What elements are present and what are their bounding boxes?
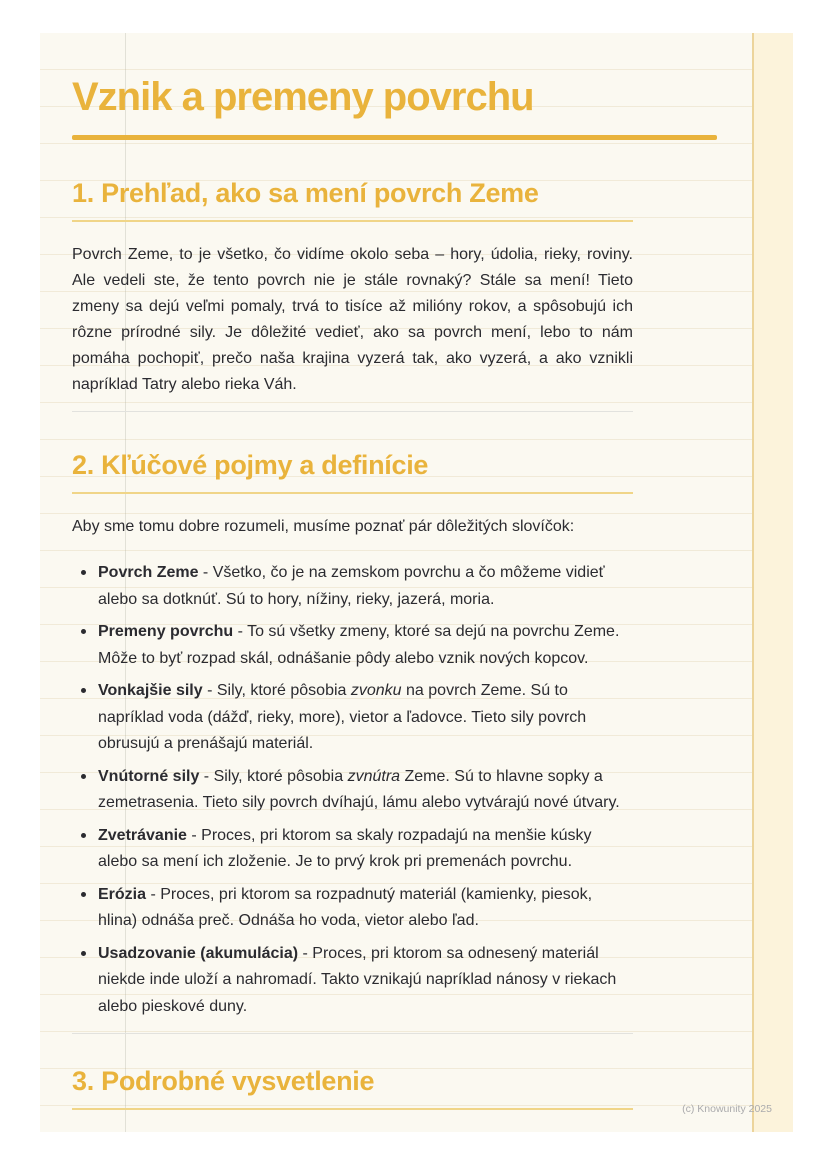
term-text: - Sily, ktoré pôsobia bbox=[199, 767, 348, 785]
overview-paragraph: Povrch Zeme, to je všetko, čo vidíme okolo seba – hory, údolia, rieky, roviny. Ale vedeli ste, že tento povrch nie je stále rovnaký? Stále sa mení! Tieto zmeny sa dejú veľmi pomaly, trvá to tisíce až milióny rokov, a spôsobujú ich rôzne prírodné sily. Je dôležité vedieť, ako sa povrch mení, lebo to nám pomáha pochopiť, prečo naša krajina vyzerá tak, ako vyzerá, a ako vznikli napríklad Tatry alebo rieka Váh. bbox=[72, 246, 633, 393]
term-text: - Proces, pri ktorom sa odnesený materiál niekde inde uloží a nahromadí. Takto vznikajú napríklad nánosy v riekach alebo pieskové duny. bbox=[98, 944, 617, 1015]
section-heading-key-terms: 2. Kľúčové pojmy a definície bbox=[72, 450, 633, 494]
list-item bbox=[72, 764, 633, 817]
term-label: Povrch Zeme bbox=[98, 564, 199, 581]
term-text: zvnútra bbox=[347, 767, 401, 785]
term-text: Zeme. Sú to hlavne sopky a zemetrasenia. Tieto sily povrch dvíhajú, lámu alebo vytvárajú nové útvary. bbox=[98, 767, 620, 811]
term-text: - Sily, ktoré pôsobia bbox=[202, 682, 351, 699]
list-item bbox=[72, 678, 633, 758]
list-item bbox=[72, 823, 633, 876]
list-item bbox=[72, 882, 633, 935]
key-terms-intro: Aby sme tomu dobre rozumeli, musíme poznať pár dôležitých slovíčok: bbox=[72, 518, 575, 535]
term-label: Usadzovanie (akumulácia) bbox=[98, 944, 299, 962]
term-text: na povrch Zeme. Sú to napríklad voda (dážď, rieky, more), vietor a ľadovce. Tieto sily povrch obrusujú a prenášajú materiál. bbox=[98, 682, 587, 752]
list-item bbox=[72, 619, 633, 672]
term-label: Zvetrávanie bbox=[98, 826, 187, 844]
document-page bbox=[40, 33, 793, 1132]
page-title: Vznik a premeny povrchu bbox=[72, 75, 534, 119]
list-item bbox=[72, 560, 633, 613]
section-heading-detail: 3. Podrobné vysvetlenie bbox=[72, 1066, 633, 1110]
title-rule bbox=[72, 135, 717, 140]
watermark: (c) Knowunity 2025 bbox=[682, 1103, 772, 1115]
term-label: Vonkajšie sily bbox=[98, 682, 203, 699]
section-heading-overview: 1. Prehľad, ako sa mení povrch Zeme bbox=[72, 178, 633, 222]
notebook-right-strip bbox=[752, 33, 793, 1132]
key-terms-list bbox=[72, 560, 633, 1020]
term-text: - Proces, pri ktorom sa skaly rozpadajú na menšie kúsky alebo sa mení ich zloženie. Je to prvý krok pri premenách povrchu. bbox=[98, 826, 592, 870]
term-text: - To sú všetky zmeny, ktoré sa dejú na povrchu Zeme. Môže to byť rozpad skál, odnášanie pôdy alebo vznik nových kopcov. bbox=[98, 623, 620, 667]
term-label: Vnútorné sily bbox=[98, 767, 200, 785]
term-label: Premeny povrchu bbox=[98, 623, 234, 640]
section-divider bbox=[72, 411, 633, 412]
document-content bbox=[72, 33, 633, 1110]
term-text: zvonku bbox=[350, 682, 402, 699]
term-text: - Všetko, čo je na zemskom povrchu a čo môžeme vidieť alebo sa dotknúť. Sú to hory, nížiny, rieky, jazerá, moria. bbox=[98, 564, 605, 608]
section-divider bbox=[72, 1033, 633, 1034]
term-label: Erózia bbox=[98, 885, 147, 903]
list-item bbox=[72, 941, 633, 1021]
term-text: - Proces, pri ktorom sa rozpadnutý materiál (kamienky, piesok, hlina) odnáša preč. Odnáša ho voda, vietor alebo ľad. bbox=[98, 885, 593, 929]
